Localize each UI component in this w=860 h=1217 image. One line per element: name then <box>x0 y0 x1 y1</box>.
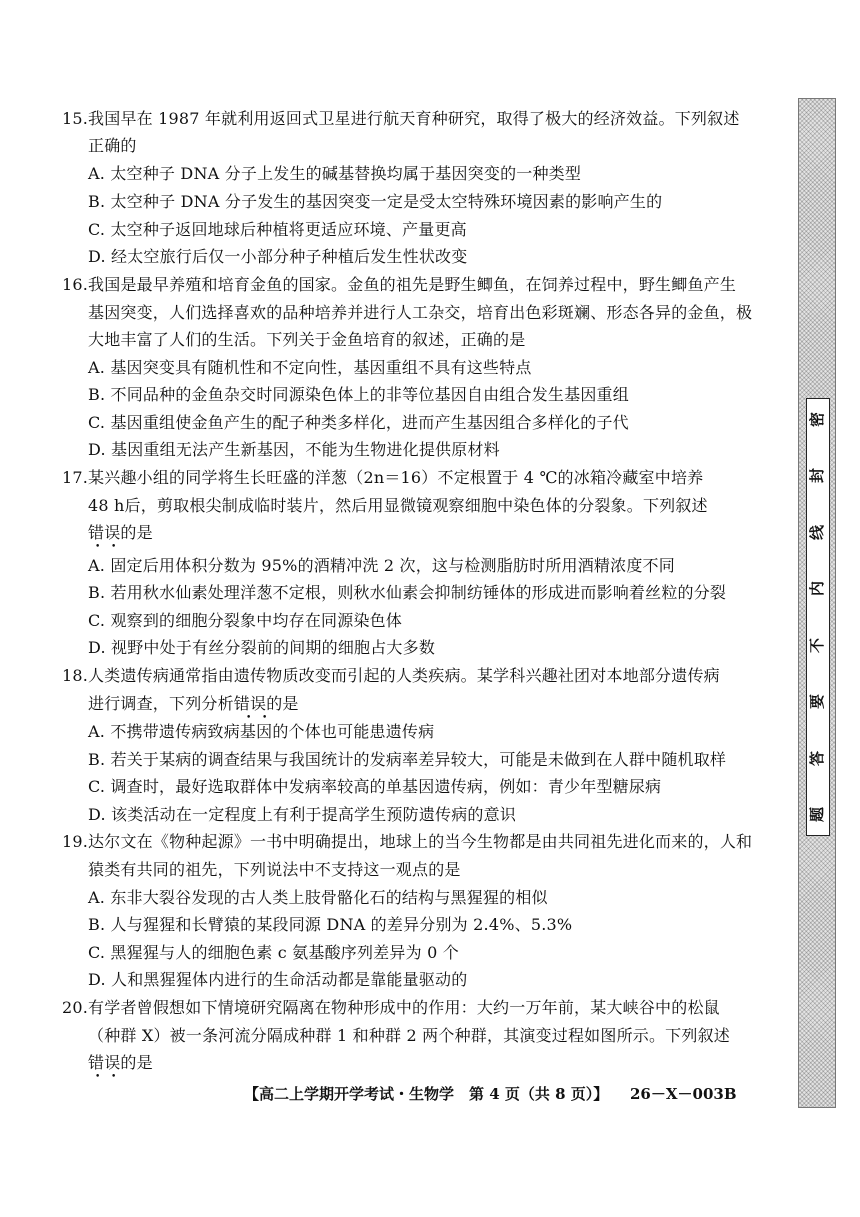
q19-option-b: B. 人与猩猩和长臂猿的某段同源 DNA 的差异分别为 2.4%、5.3% <box>88 915 573 934</box>
q19-stem-line1: 19.达尔文在《物种起源》一书中明确提出，地球上的当今生物都是由共同祖先进化而来的，人和 <box>62 832 753 851</box>
q15-stem-line1: 15.我国早在 1987 年就利用返回式卫星进行航天育种研究，取得了极大的经济效益。下列叙述 <box>62 109 740 128</box>
q17-option-d: D. 视野中处于有丝分裂前的间期的细胞占大多数 <box>88 638 436 657</box>
q19-stem-line2: 猿类有共同的祖先，下列说法中不支持这一观点的是 <box>88 860 461 879</box>
q16-option-d: D. 基因重组无法产生新基因，不能为生物进化提供原材料 <box>88 440 500 459</box>
q17-stem-line3: 错误的是 <box>88 523 153 542</box>
q18-stem-line2: 进行调查，下列分析错误的是 <box>88 694 299 713</box>
q16-stem-line2: 基因突变，人们选择喜欢的品种培养并进行人工杂交，培育出色彩斑斓、形态各异的金鱼，极 <box>88 303 753 322</box>
seal-notice-char: 封 <box>808 468 827 484</box>
q18-stem-line1: 18.人类遗传病通常指由遗传物质改变而引起的人类疾病。某学科兴趣社团对本地部分遗传病 <box>62 666 720 685</box>
exam-code: 26－X－003B <box>630 1085 737 1103</box>
q20-stem-line2: （种群 X）被一条河流分隔成种群 1 和种群 2 两个种群，其演变过程如图所示。下列叙述 <box>88 1026 730 1045</box>
emphasis-dot: • <box>246 713 252 723</box>
q19-option-c: C. 黑猩猩与人的细胞色素 c 氨基酸序列差异为 0 个 <box>88 943 459 962</box>
seal-notice-char: 密 <box>808 411 827 428</box>
q17-option-a: A. 固定后用体积分数为 95%的酒精冲洗 2 次，这与检测脂肪时所用酒精浓度不同 <box>88 556 675 575</box>
seal-line-notice <box>806 398 830 836</box>
q19-option-a: A. 东非大裂谷发现的古人类上肢骨骼化石的结构与黑猩猩的相似 <box>88 888 548 907</box>
emphasis-dot: • <box>262 713 268 723</box>
q18-option-c: C. 调查时，最好选取群体中发病率较高的单基因遗传病，例如：青少年型糖尿病 <box>88 777 662 796</box>
q16-stem-line1: 16.我国是最早养殖和培育金鱼的国家。金鱼的祖先是野生鲫鱼，在饲养过程中，野生鲫鱼产生 <box>62 275 737 294</box>
emphasis-dot: • <box>95 1072 101 1082</box>
seal-notice-char: 要 <box>808 694 827 710</box>
q16-option-a: A. 基因突变具有随机性和不定向性，基因重组不具有这些特点 <box>88 358 532 377</box>
seal-notice-char: 不 <box>808 637 827 653</box>
q15-stem-line2: 正确的 <box>88 136 137 155</box>
q18-option-d: D. 该类活动在一定程度上有利于提高学生预防遗传病的意识 <box>88 805 517 824</box>
emphasis-dot: • <box>111 542 117 552</box>
seal-notice-char: 线 <box>808 524 827 540</box>
q17-stem-line2: 48 h后，剪取根尖制成临时装片，然后用显微镜观察细胞中染色体的分裂象。下列叙述 <box>88 496 708 515</box>
q19-option-d: D. 人和黑猩猩体内进行的生命活动都是靠能量驱动的 <box>88 970 468 989</box>
q20-stem-line1: 20.有学者曾假想如下情境研究隔离在物种形成中的作用：大约一万年前，某大峡谷中的松鼠 <box>62 998 720 1017</box>
page-footer-title: 【高二上学期开学考试・生物学 第 4 页（共 8 页）】 <box>244 1085 609 1103</box>
q18-option-a: A. 不携带遗传病致病基因的个体也可能患遗传病 <box>88 722 435 741</box>
emphasis-dot: • <box>95 542 101 552</box>
q16-option-c: C. 基因重组使金鱼产生的配子种类多样化，进而产生基因组合多样化的子代 <box>88 413 629 432</box>
seal-notice-char: 内 <box>808 581 827 597</box>
emphasis-dot: • <box>111 1072 117 1082</box>
q17-option-c: C. 观察到的细胞分裂象中均存在同源染色体 <box>88 611 403 630</box>
q20-stem-line3: 错误的是 <box>88 1053 153 1072</box>
seal-notice-char: 题 <box>808 806 827 822</box>
q15-option-b: B. 太空种子 DNA 分子发生的基因突变一定是受太空特殊环境因素的影响产生的 <box>88 192 663 211</box>
q18-option-b: B. 若关于某病的调查结果与我国统计的发病率差异较大，可能是未做到在人群中随机取样 <box>88 750 727 769</box>
q17-stem-line1: 17.某兴趣小组的同学将生长旺盛的洋葱（2n＝16）不定根置于 4 ℃的冰箱冷藏室中培养 <box>62 468 704 487</box>
seal-notice-char: 答 <box>808 750 827 766</box>
q15-option-c: C. 太空种子返回地球后种植将更适应环境、产量更高 <box>88 220 467 239</box>
q15-option-a: A. 太空种子 DNA 分子上发生的碱基替换均属于基因突变的一种类型 <box>88 164 582 183</box>
q16-stem-line3: 大地丰富了人们的生活。下列关于金鱼培育的叙述，正确的是 <box>88 330 526 349</box>
q15-option-d: D. 经太空旅行后仅一小部分种子种植后发生性状改变 <box>88 247 468 266</box>
q16-option-b: B. 不同品种的金鱼杂交时同源染色体上的非等位基因自由组合发生基因重组 <box>88 385 629 404</box>
q17-option-b: B. 若用秋水仙素处理洋葱不定根，则秋水仙素会抑制纺锤体的形成进而影响着丝粒的分裂 <box>88 583 727 602</box>
